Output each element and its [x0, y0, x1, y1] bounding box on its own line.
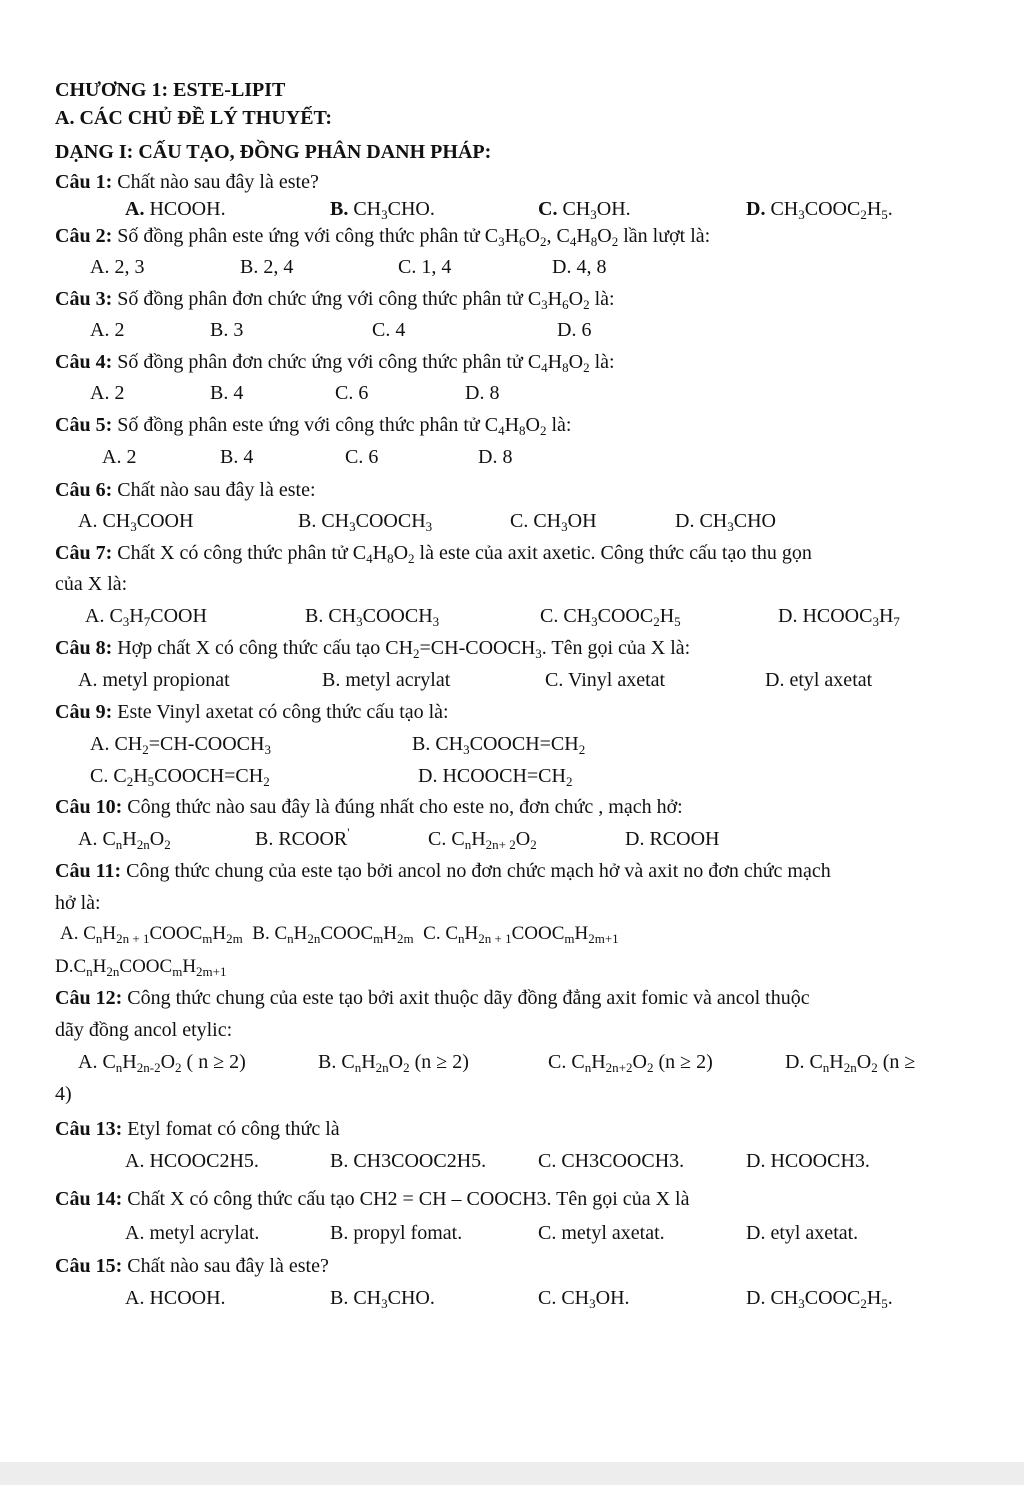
question-7: Câu 7: Chất X có công thức phân tử $C_4H_8O_2$ là este của axit axetic. Công thức cấu tạo thu gọn	[55, 542, 812, 566]
q12-option-c: C. $C_nH_{2n+2}O_2$ (n ≥ 2)	[548, 1051, 713, 1075]
q15-option-b: B. $CH_3CHO$.	[330, 1287, 435, 1311]
question-10: Câu 10: Công thức nào sau đây là đúng nhất cho este no, đơn chức , mạch hở:	[55, 796, 683, 818]
q8-option-b: B. metyl acrylat	[322, 669, 451, 691]
q13-option-d: D. HCOOCH3.	[746, 1150, 870, 1172]
q7-option-c: C. $CH_3COOC_2H_5$	[540, 605, 681, 629]
question-12: Câu 12: Công thức chung của este tạo bởi axit thuộc dãy đồng đẳng axit fomic và ancol thuộc	[55, 987, 810, 1009]
q10-option-c: C. $C_nH_{2n+ 2}O_2$	[428, 828, 537, 852]
q6-option-c: C. $CH_3OH$	[510, 510, 597, 534]
chapter-title: CHƯƠNG 1: ESTE-LIPIT	[55, 79, 286, 101]
q3-option-a: A. 2	[90, 319, 125, 341]
question-15: Câu 15: Chất nào sau đây là este?	[55, 1255, 329, 1277]
question-9: Câu 9: Este Vinyl axetat có công thức cấu tạo là:	[55, 701, 449, 723]
q3-option-c: C. 4	[372, 319, 406, 341]
q2-option-a: A. 2, 3	[90, 256, 145, 278]
page-bottom-band	[0, 1462, 1024, 1485]
question-13: Câu 13: Etyl fomat có công thức là	[55, 1118, 340, 1140]
q12-option-a: A. $C_nH_{2n-2}O_2$ ( n ≥ 2)	[78, 1051, 246, 1075]
question-2: Câu 2: Số đồng phân este ứng với công thức phân tử $C_3H_6O_2$, $C_4H_8O_2$ lần lượt là:	[55, 225, 711, 249]
q11-options-abc: A. $C_nH_{2n + 1}COOC_mH_{2m}$ B. $C_nH_{2n}COOC_mH_{2m}$ C. $C_nH_{2n + 1}COOC_mH_{2m+1}$	[60, 923, 619, 946]
q10-option-a: A. $C_nH_{2n}O_2$	[78, 828, 171, 852]
q13-option-c: C. CH3COOCH3.	[538, 1150, 685, 1172]
q4-option-b: B. 4	[210, 382, 244, 404]
q5-option-a: A. 2	[102, 446, 137, 468]
q10-option-d: D. RCOOH	[625, 828, 720, 850]
q8-option-c: C. Vinyl axetat	[545, 669, 666, 691]
q6-option-b: B. $CH_3COOCH_3$	[298, 510, 433, 534]
question-11-cont: hở là:	[55, 892, 101, 914]
type-title: DẠNG I: CẤU TẠO, ĐỒNG PHÂN DANH PHÁP:	[55, 141, 492, 163]
section-title: A. CÁC CHỦ ĐỀ LÝ THUYẾT:	[55, 107, 333, 129]
q14-option-b: B. propyl fomat.	[330, 1222, 463, 1244]
q13-option-a: A. HCOOC2H5.	[125, 1150, 259, 1172]
question-4: Câu 4: Số đồng phân đơn chức ứng với công thức phân tử $C_4H_8O_2$ là:	[55, 351, 615, 375]
q12-option-d-cont: 4)	[55, 1083, 72, 1105]
q5-option-d: D. 8	[478, 446, 513, 468]
q12-option-b: B. $C_nH_{2n}O_2$ (n ≥ 2)	[318, 1051, 469, 1075]
question-14: Câu 14: Chất X có công thức cấu tạo CH2 = CH – COOCH3. Tên gọi của X là	[55, 1188, 690, 1210]
question-7-cont: của X là:	[55, 573, 128, 595]
q6-option-a: A. $CH_3COOH$	[78, 510, 194, 534]
q1-option-c: C. $CH_3OH$.	[538, 198, 631, 222]
q9-option-a: A. $CH_2=CH-COOCH_3$	[90, 733, 271, 757]
q4-option-d: D. 8	[465, 382, 500, 404]
question-8: Câu 8: Hợp chất X có công thức cấu tạo $CH_2=CH-COOCH_3$. Tên gọi của X là:	[55, 637, 691, 661]
q2-option-c: C. 1, 4	[398, 256, 452, 278]
q2-option-b: B. 2, 4	[240, 256, 294, 278]
question-11: Câu 11: Công thức chung của este tạo bởi ancol no đơn chức mạch hở và axit no đơn chức mạch	[55, 860, 831, 882]
q14-option-c: C. metyl axetat.	[538, 1222, 665, 1244]
q7-option-b: B. $CH_3COOCH_3$	[305, 605, 440, 629]
q3-option-d: D. 6	[557, 319, 592, 341]
q9-option-b: B. $CH_3COOCH=CH_2$	[412, 733, 586, 757]
q8-option-d: D. etyl axetat	[765, 669, 873, 691]
q2-option-d: D. 4, 8	[552, 256, 607, 278]
q7-option-a: A. $C_3H_7COOH$	[85, 605, 207, 629]
question-label: Câu 1:	[55, 171, 113, 193]
q5-option-b: B. 4	[220, 446, 254, 468]
q12-option-d: D. $C_nH_{2n}O_2$ (n ≥	[785, 1051, 916, 1075]
q1-option-a: A. HCOOH.	[125, 198, 226, 220]
q13-option-b: B. CH3COOC2H5.	[330, 1150, 487, 1172]
q6-option-d: D. $CH_3CHO$	[675, 510, 776, 534]
question-text: Chất nào sau đây là este?	[112, 171, 319, 193]
q15-option-a: A. HCOOH.	[125, 1287, 226, 1309]
q8-option-a: A. metyl propionat	[78, 669, 230, 691]
q1-option-b: B. $CH_3CHO$.	[330, 198, 435, 222]
question-6: Câu 6: Chất nào sau đây là este:	[55, 479, 316, 501]
q10-option-b: B. RCOOR'	[255, 825, 350, 850]
q14-option-a: A. metyl acrylat.	[125, 1222, 260, 1244]
q4-option-c: C. 6	[335, 382, 369, 404]
question-3: Câu 3: Số đồng phân đơn chức ứng với công thức phân tử $C_3H_6O_2$ là:	[55, 288, 615, 312]
q9-option-c: C. $C_2H_5COOCH=CH_2$	[90, 765, 270, 789]
q9-option-d: D. $HCOOCH=CH_2$	[418, 765, 573, 789]
q15-option-c: C. $CH_3OH$.	[538, 1287, 630, 1311]
q15-option-d: D. $CH_3COOC_2H_5$.	[746, 1287, 893, 1311]
q14-option-d: D. etyl axetat.	[746, 1222, 859, 1244]
question-5: Câu 5: Số đồng phân este ứng với công thức phân tử $C_4H_8O_2$ là:	[55, 414, 572, 438]
q5-option-c: C. 6	[345, 446, 379, 468]
q1-option-d: D. $CH_3COOC_2H_5$.	[746, 198, 893, 222]
question-12-cont: dãy đồng ancol etylic:	[55, 1019, 233, 1041]
q4-option-a: A. 2	[90, 382, 125, 404]
q11-option-d: $D.C_nH_{2n}COOC_mH_{2m+1}$	[55, 956, 227, 979]
q3-option-b: B. 3	[210, 319, 244, 341]
q7-option-d: D. $HCOOC_3H_7$	[778, 605, 900, 629]
question-1	[55, 170, 319, 194]
